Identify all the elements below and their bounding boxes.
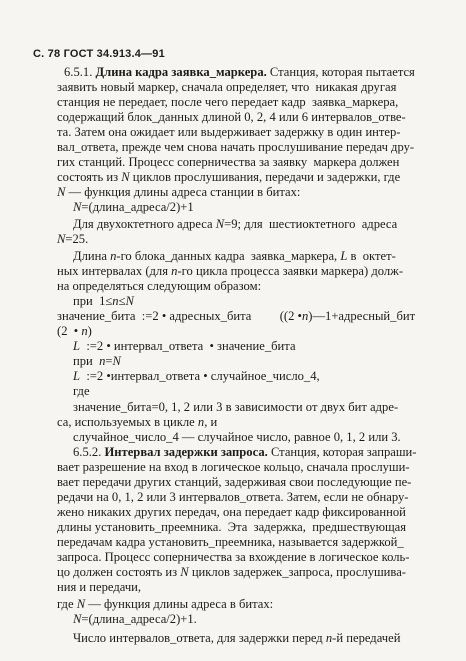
text-line <box>73 354 121 369</box>
text-line <box>73 631 400 646</box>
text-line <box>57 232 88 247</box>
text-run: :=2 •интервал_ответа • случайное_число_4, <box>80 369 320 383</box>
text-line <box>73 249 396 264</box>
math-symbol: L <box>73 369 81 383</box>
text-line <box>73 445 416 460</box>
text-run: Станция, которая пытается <box>266 65 415 79</box>
text-line <box>57 520 406 535</box>
text-run: вает передачи других станций, задерживая свои последующие пе- <box>57 475 412 489</box>
page-number: С. 78 <box>33 48 61 60</box>
text-line <box>57 597 273 612</box>
text-run: -го блока_данных кадра заявка_маркера, <box>116 249 341 263</box>
text-line <box>57 490 408 505</box>
math-symbol: N <box>73 612 82 626</box>
text-run: циклов задержек_запроса, прослушива- <box>188 565 406 579</box>
text-line <box>73 339 296 354</box>
math-symbol: N <box>121 170 130 184</box>
text-line <box>57 264 403 279</box>
text-line <box>57 125 401 140</box>
text-line <box>57 309 415 324</box>
text-line <box>57 505 406 520</box>
text-run: редачи на 0, 1, 2 или 3 интервалов_ответа. Затем, если не обнару- <box>57 490 409 504</box>
text-line <box>73 384 90 399</box>
math-symbol: n <box>197 415 205 429</box>
text-run: содержащий блок_данных длиной 0, 2, 4 или 6 интервалов_отве- <box>57 110 406 124</box>
text-line <box>57 110 406 125</box>
text-line <box>73 294 134 309</box>
text-line <box>57 324 92 339</box>
standard-code: ГОСТ 34.913.4—91 <box>63 48 165 60</box>
text-run: при 1≤ <box>73 294 113 308</box>
math-symbol: n <box>171 264 178 278</box>
text-run: — функция длины адреса станции в битах: <box>65 185 301 199</box>
text-run: заявить новый маркер, сначала определяет, что никакая другая <box>57 80 397 94</box>
text-run: =(длина_адреса/2)+1. <box>81 612 197 626</box>
math-symbol: n <box>110 249 117 263</box>
text-run: 6.5.1. <box>64 65 96 79</box>
text-run: где <box>57 597 77 611</box>
text-run: ≤ <box>118 294 126 308</box>
math-symbol: N <box>112 354 121 368</box>
text-run: , и <box>204 415 218 429</box>
text-run: станция не передает, после чего передает кадр заявка_маркера, <box>57 95 399 109</box>
section-heading: Интервал задержки запроса. <box>104 445 268 459</box>
math-symbol: n <box>99 354 106 368</box>
text-run: циклов прослушивания, передачи и задержки, где <box>129 170 401 184</box>
text-run: — функция длины адреса в битах: <box>85 597 274 611</box>
math-symbol: N <box>180 565 189 579</box>
text-run: =25. <box>65 232 89 246</box>
math-symbol: N <box>125 294 134 308</box>
text-run: -го цикла процесса заявки маркера) долж- <box>177 264 404 278</box>
math-symbol: n <box>81 324 88 338</box>
text-line <box>73 200 194 215</box>
text-line <box>73 369 320 384</box>
text-line <box>57 475 411 490</box>
text-line <box>57 140 414 155</box>
text-run: =(длина_адреса/2)+1 <box>81 200 194 214</box>
text-line <box>57 279 261 294</box>
text-run: длины установить_преемника. Эта задержка, предшествующая <box>57 520 407 534</box>
math-symbol: n <box>112 294 119 308</box>
text-line <box>73 430 401 445</box>
text-run: =9; для шестиоктетного адреса <box>224 217 398 231</box>
text-line <box>64 65 415 80</box>
text-line <box>57 550 409 565</box>
text-line <box>57 95 398 110</box>
text-run: са, используемых в цикле <box>57 415 198 429</box>
text-line <box>57 155 399 170</box>
text-run: цо должен состоять из <box>57 565 181 579</box>
text-run: :=2 • интервал_ответа • значение_бита <box>80 339 296 353</box>
text-run: гих станций. Процесс соперничества за заявку маркера должен <box>57 155 400 169</box>
text-run: при <box>73 354 100 368</box>
text-run: та. Затем она ожидает или выдерживает задержку в один интер- <box>57 125 401 139</box>
math-symbol: L <box>73 339 81 353</box>
text-run: передачам кадра установить_преемника, называется задержкой_ <box>57 535 404 549</box>
text-run: значение_бита :=2 • адресных_бита ((2 • <box>57 309 302 323</box>
text-run: Для двухоктетного адреса <box>73 217 216 231</box>
text-line <box>57 80 396 95</box>
text-run: где <box>73 384 90 398</box>
math-symbol: L <box>340 249 348 263</box>
text-run: = <box>105 354 113 368</box>
math-symbol: n <box>325 631 333 645</box>
text-run: значение_бита=0, 1, 2 или 3 в зависимости от двух бит адре- <box>73 400 399 414</box>
text-run: ных интервалах (для <box>57 264 172 278</box>
math-symbol: N <box>57 232 66 246</box>
text-line <box>73 217 397 232</box>
math-symbol: N <box>215 217 225 231</box>
text-run: состоять из <box>57 170 122 184</box>
text-run: (2 • <box>57 324 82 338</box>
text-line <box>57 565 406 580</box>
text-run: 6.5.2. <box>73 445 105 459</box>
text-line <box>73 612 197 627</box>
math-symbol: N <box>73 200 82 214</box>
text-run: запроса. Процесс соперничества за вхождение в логическое коль- <box>57 550 410 564</box>
text-line <box>57 580 141 595</box>
math-symbol: N <box>76 597 86 611</box>
math-symbol: n <box>301 309 309 323</box>
text-run: на определяться следующим образом: <box>57 279 262 293</box>
page-header <box>33 48 165 60</box>
text-run: случайное_число_4 — случайное число, равное 0, 1, 2 или 3. <box>73 430 401 444</box>
text-run: жено никаких других передач, она передает кадр фиксированной <box>57 505 406 519</box>
text-run: ния и передачи, <box>57 580 142 594</box>
text-line <box>57 460 410 475</box>
text-line <box>57 170 400 185</box>
math-symbol: N <box>57 185 66 199</box>
text-run: -й передачей <box>332 631 401 645</box>
text-run: Число интервалов_ответа, для задержки перед <box>73 631 326 645</box>
text-run: Длина <box>73 249 111 263</box>
text-line <box>57 415 217 430</box>
text-run: вает разрешение на вход в логическое кольцо, сначала прослуши- <box>57 460 410 474</box>
text-run: вал_ответа, прежде чем снова начать прослушивание передач дру- <box>57 140 415 154</box>
text-line <box>57 185 300 200</box>
text-run: ) <box>87 324 92 338</box>
text-line <box>73 400 398 415</box>
text-run: Станция, которая запраши- <box>267 445 417 459</box>
text-line <box>57 535 404 550</box>
text-run: )—1+адресный_бит <box>308 309 416 323</box>
text-run: в октет- <box>347 249 396 263</box>
section-heading: Длина кадра заявка_маркера. <box>95 65 267 79</box>
